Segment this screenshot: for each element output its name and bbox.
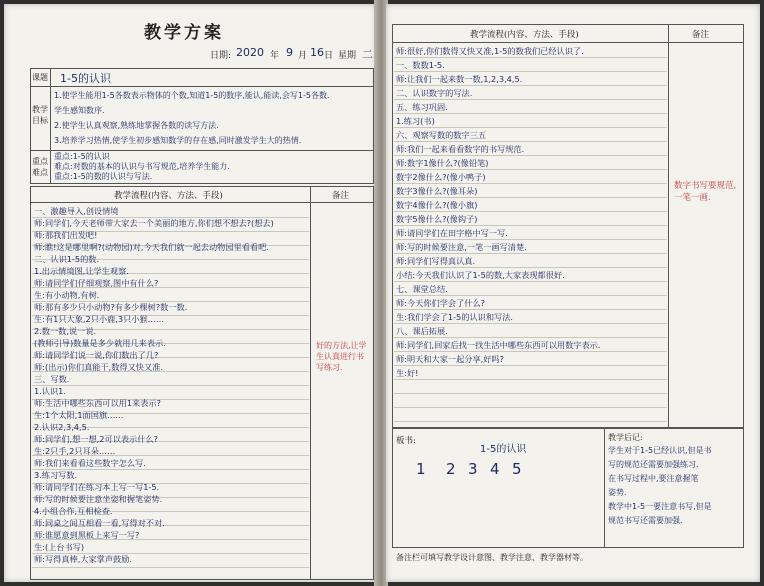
key-point: 难点:对数的基本的认识与书写规范,培养学生能力. <box>54 162 230 171</box>
goal-line: 1.使学生能用1-5各数表示物体的个数,知道1-5的数序,能认,能读,会写1-5各数. <box>54 91 330 100</box>
right-notes-header: 备注 <box>692 30 710 40</box>
flow-line: 师:写的时候要注意,一笔一画写清楚. <box>396 242 527 252</box>
flow-line: 二、认识1-5的数. <box>34 254 100 264</box>
weekday-label: 星期 <box>338 51 357 61</box>
flow-line: 师:谁愿意到黑板上来写一写? <box>34 530 140 540</box>
board-label: 板书: <box>396 436 416 446</box>
flow-line: 生:好! <box>396 368 419 378</box>
reflection-line: 学生对于1-5已经认识,但是书 <box>608 446 712 455</box>
flow-line: 小结:今天我们认识了1-5的数,大家表现都很好. <box>396 270 565 280</box>
day-unit: 日 <box>324 51 334 61</box>
goal-label: 教学目标 <box>32 105 48 125</box>
flow-line: 师:同学们,回家后找一找生活中哪些东西可以用数字表示. <box>396 340 601 350</box>
flow-line: 生:有1只大象,2只小鹿,3只小猴…… <box>34 314 165 324</box>
goal-line: 3.培养学习热情,使学生初步感知数学的存在感,同时激发学生大的热情. <box>54 136 302 145</box>
flow-line: 师:请同学们说一说,你们数出了几? <box>34 350 159 360</box>
goal-line: 2.使学生认真观察,熟练地掌握各数的读写方法. <box>54 121 219 130</box>
key-point: 重点:1-5的认识 <box>54 152 110 161</box>
flow-line: 师:我们来看看这些数字怎么写. <box>34 458 146 468</box>
board-number: 5 <box>512 460 522 478</box>
reflection-line: 姿势. <box>608 488 627 497</box>
flow-line: 一、数数1-5. <box>396 60 445 70</box>
flow-line: 数字4像什么?(像小旗) <box>396 200 478 210</box>
flow-line: 一、激趣导入,创设情境 <box>34 206 119 216</box>
date-year: 2020 <box>236 46 264 59</box>
board-title: 1-5的认识 <box>480 444 527 455</box>
flow-line: 2.认识2,3,4,5. <box>34 422 90 432</box>
right-page <box>386 4 760 582</box>
flow-line: 师:明天和大家一起分享,好吗? <box>396 354 504 364</box>
key-point: 重点:1-5的数的认识与写法. <box>54 172 153 181</box>
flow-line: 师:同桌之间互相看一看,写得对不对. <box>34 518 165 528</box>
right-side-note: 数字书写要规范,一笔一画. <box>674 181 737 203</box>
date-row <box>210 46 376 62</box>
notes-header: 备注 <box>332 191 350 201</box>
right-flow-content <box>394 44 667 426</box>
flow-content <box>32 204 309 578</box>
flow-line: 生:(上台书写) <box>34 542 85 552</box>
page-title: 教学方案 <box>144 23 224 43</box>
flow-line: 1.出示情境图,让学生观察. <box>34 266 129 276</box>
flow-line: 3.练习写数. <box>34 470 78 480</box>
topic-label: 课题 <box>32 73 48 82</box>
left-side-note: 好的方法,让学生认真进行书写练习. <box>316 341 367 372</box>
weekday-value: 二 <box>362 48 373 61</box>
board-number: 3 <box>468 460 478 478</box>
key-label: 重点难点 <box>32 157 48 177</box>
flow-line: 1.认识1. <box>34 386 66 396</box>
key-points-block <box>54 152 372 182</box>
flow-line: 师:写得真棒,大家掌声鼓励. <box>34 554 133 564</box>
reflection-line: 在书写过程中,要注意握笔 <box>608 474 699 483</box>
topic-value: 1-5的认识 <box>60 72 111 85</box>
flow-line: 六、观察写数的数字三五 <box>396 130 487 140</box>
reflection-label: 教学后记: <box>608 433 643 442</box>
flow-line: 三、写数. <box>34 374 70 384</box>
flow-line: 生:有小动物,有树. <box>34 290 100 300</box>
board-number: 2 <box>446 460 456 478</box>
flow-line: 数字2像什么?(像小鸭子) <box>396 172 486 182</box>
flow-line: 师:今天你们学会了什么? <box>396 298 485 308</box>
flow-line: 师:写的时候要注意坐姿和握笔姿势. <box>34 494 163 504</box>
flow-line: 数字3像什么?(像耳朵) <box>396 186 478 196</box>
flow-line: 师:生活中哪些东西可以用1来表示? <box>34 398 161 408</box>
flow-line: 2.数一数,说一说. <box>34 326 97 336</box>
date-day: 16 <box>310 46 324 59</box>
flow-line: 师:同学们,想一想,2可以表示什么? <box>34 434 158 444</box>
flow-line: 师:请同学们仔细观察,图中有什么? <box>34 278 159 288</box>
date-month: 9 <box>286 46 293 59</box>
month-unit: 月 <box>298 51 308 61</box>
flow-line: 4.小组合作,互相检查. <box>34 506 113 516</box>
flow-line: 师:很好,你们数得又快又准,1-5的数我们已经认识了. <box>396 46 584 56</box>
reflection-line: 教学中1-5一要注意书写,但是 <box>608 502 712 511</box>
flow-header: 教学流程(内容、方法、手段) <box>114 191 223 201</box>
right-flow-header: 教学流程(内容、方法、手段) <box>470 30 579 40</box>
flow-line: 师:那我们出发吧! <box>34 230 98 240</box>
board-number: 4 <box>490 460 500 478</box>
goal-line: 学生感知数序. <box>54 106 105 115</box>
reflection-line: 规范书写还需要加强. <box>608 516 683 525</box>
board-number: 1 <box>416 460 426 478</box>
flow-line: 师:我们一起来看看数字的书写规范. <box>396 144 525 154</box>
flow-line: 师:瞧!这是哪里啊?(动物园)对,今天我们就一起去动物园里看看吧. <box>34 242 269 252</box>
flow-line: 生:我们学会了1-5的认识和写法. <box>396 312 513 322</box>
flow-line: 八、课后拓展. <box>396 326 448 336</box>
board-numbers <box>416 460 596 484</box>
flow-line: 七、课堂总结. <box>396 284 448 294</box>
flow-line: 师:让我们一起来数一数,1,2,3,4,5. <box>396 74 523 84</box>
goals-block <box>54 88 372 148</box>
flow-line: 生:1个太阳,1面国旗…… <box>34 410 124 420</box>
flow-line: 师:那有多少只小动物?有多少棵树?数一数. <box>34 302 188 312</box>
left-page <box>4 4 376 582</box>
flow-line: 师:请同学们在练习本上写一写1-5. <box>34 482 160 492</box>
flow-line: 师:请同学们在田字格中写一写. <box>396 228 508 238</box>
flow-line: 师:同学们,今天老师带大家去一个美丽的地方,你们想不想去?(想去) <box>34 218 274 228</box>
flow-line: 二、认识数字的写法. <box>396 88 473 98</box>
flow-line: 师:数字1像什么?(像铅笔) <box>396 158 489 168</box>
flow-line: 师:同学们写得真认真. <box>396 256 476 266</box>
reflection-line: 写的规范还需要加强练习. <box>608 460 699 469</box>
flow-line: (教师引导)数量是多少就用几来表示. <box>34 338 166 348</box>
year-unit: 年 <box>270 51 280 61</box>
flow-line: 生:2只手,2只耳朵…… <box>34 446 116 456</box>
flow-line: 师:(出示)你们真能干,数得又快又准. <box>34 362 163 372</box>
flow-line: 五、练习巩固. <box>396 102 448 112</box>
flow-line: 数字5像什么?(像钩子) <box>396 214 478 224</box>
footer-note: 备注栏可填写教学设计意图、教学注意、教学器材等。 <box>396 553 588 562</box>
reflection-block <box>608 444 742 528</box>
date-label: 日期: <box>210 51 232 61</box>
flow-line: 1.练习(书) <box>396 116 435 126</box>
